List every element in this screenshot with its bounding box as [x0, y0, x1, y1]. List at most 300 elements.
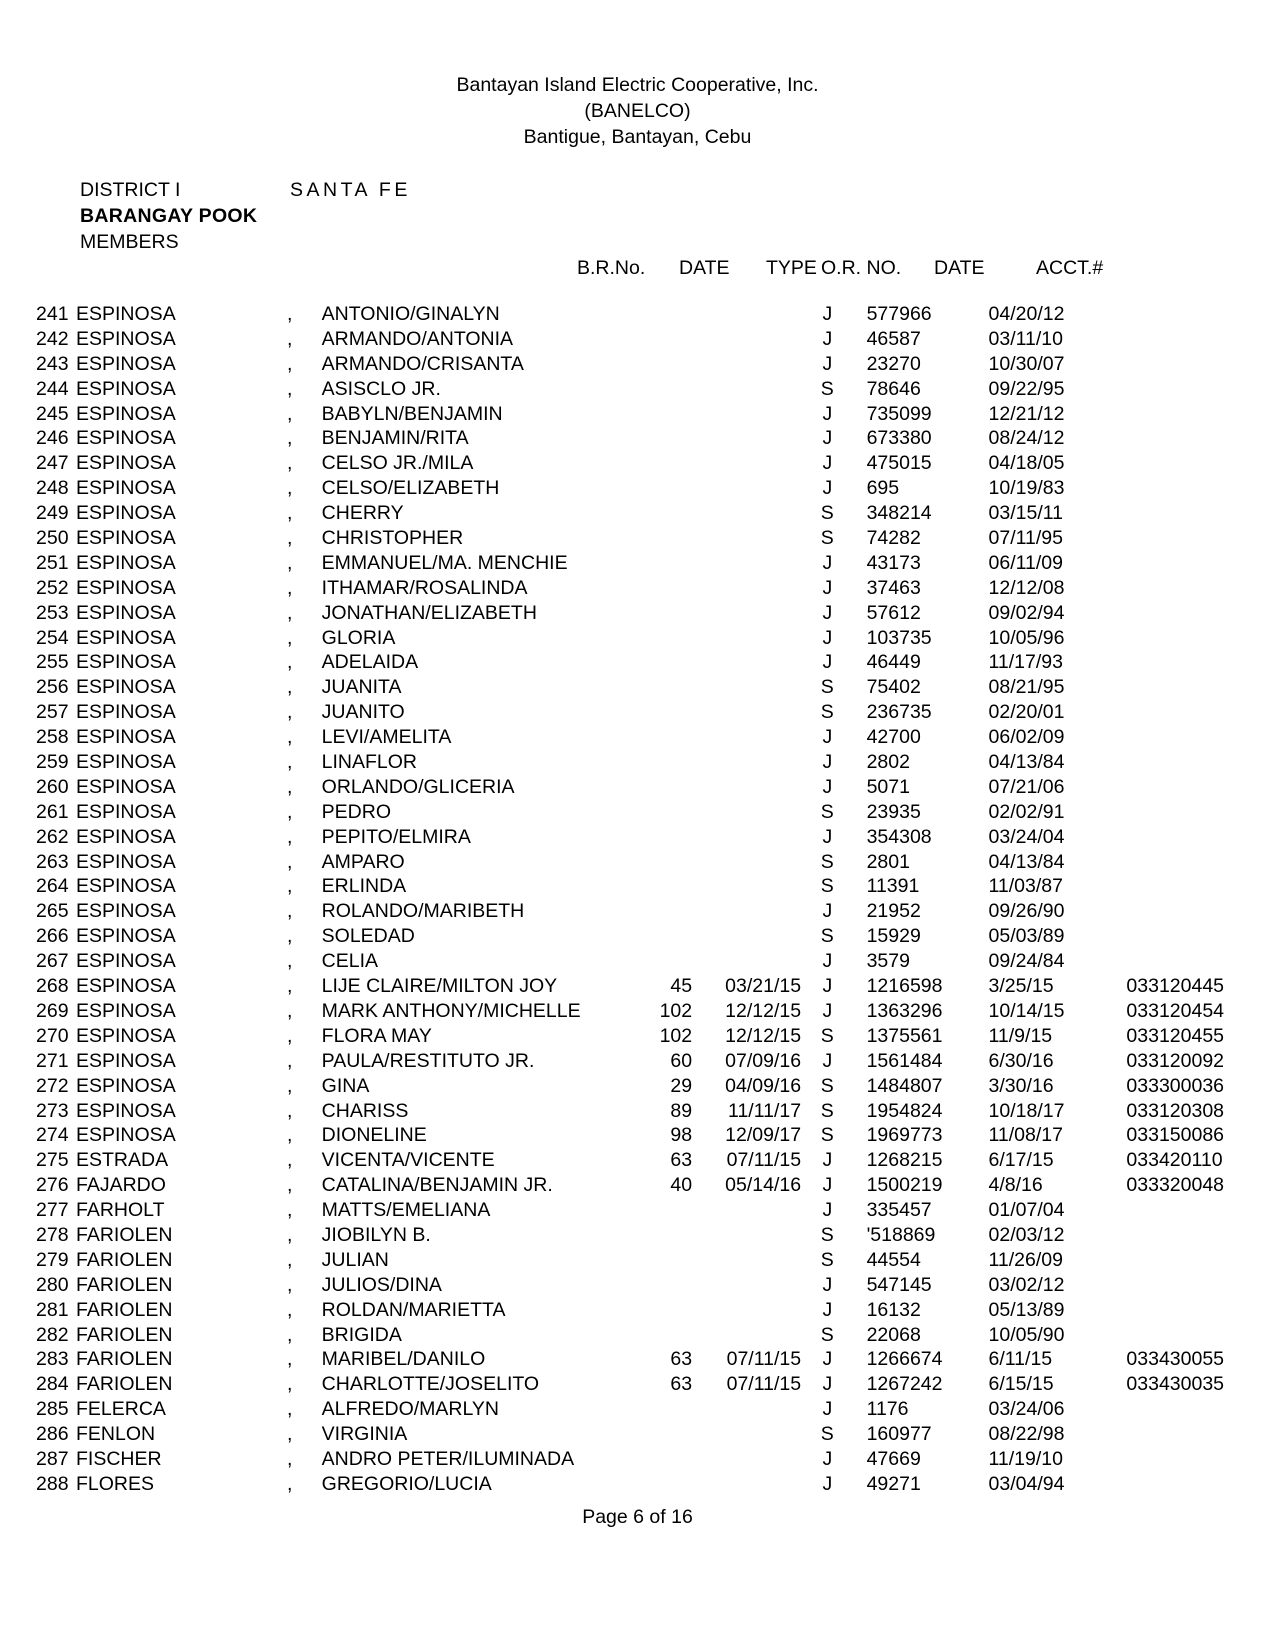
row-index: 268 [36, 975, 69, 998]
row-given-name: VIRGINIA [321, 1423, 408, 1446]
table-row [36, 452, 1275, 477]
row-comma: , [286, 1199, 293, 1222]
row-index: 259 [36, 751, 69, 774]
row-or-no: 5071 [866, 775, 910, 798]
row-comma: , [286, 1174, 293, 1197]
row-surname: ESPINOSA [76, 377, 176, 400]
row-surname: ESPINOSA [76, 1024, 176, 1047]
row-type: J [822, 1398, 833, 1421]
row-given-name: VICENTA/VICENTE [321, 1149, 495, 1172]
row-index: 249 [36, 502, 69, 525]
table-row [36, 701, 1275, 726]
row-or-date: 02/02/91 [988, 800, 1065, 823]
row-br-date: 07/11/15 [726, 1149, 802, 1172]
row-or-no: 11391 [866, 875, 920, 898]
table-row [36, 1348, 1275, 1373]
row-comma: , [286, 1223, 293, 1246]
row-or-date: 04/13/84 [988, 751, 1065, 774]
row-index: 244 [36, 377, 69, 400]
row-or-no: 1216598 [866, 975, 943, 998]
row-or-no: 42700 [866, 726, 921, 749]
row-acct-no: 033120445 [1126, 975, 1225, 998]
row-or-no: 1561484 [866, 1049, 943, 1072]
table-row [36, 950, 1275, 975]
row-br-date: 04/09/16 [725, 1074, 802, 1097]
row-or-date: 09/24/84 [988, 950, 1065, 973]
table-row [36, 353, 1275, 378]
row-surname: FARIOLEN [76, 1373, 173, 1396]
row-index: 279 [36, 1248, 69, 1271]
row-surname: FARIOLEN [76, 1223, 173, 1246]
row-or-no: 44554 [866, 1248, 921, 1271]
row-or-no: 1954824 [866, 1099, 943, 1122]
row-or-no: 547145 [866, 1273, 932, 1296]
table-row [36, 627, 1275, 652]
row-or-date: 09/26/90 [988, 900, 1065, 923]
row-type: J [822, 1348, 833, 1371]
row-or-date: 10/30/07 [988, 352, 1065, 375]
table-row [36, 751, 1275, 776]
row-or-date: 06/11/09 [988, 551, 1063, 574]
row-type: J [822, 1273, 833, 1296]
row-or-date: 03/11/10 [988, 327, 1063, 350]
table-row [36, 900, 1275, 925]
row-type: J [822, 1472, 833, 1495]
header-acct: ACCT.# [1036, 257, 1104, 279]
row-given-name: PAULA/RESTITUTO JR. [321, 1049, 535, 1072]
table-row [36, 1199, 1275, 1224]
row-or-date: 03/24/06 [988, 1398, 1065, 1421]
row-comma: , [286, 999, 293, 1022]
row-surname: ESPINOSA [76, 1099, 176, 1122]
row-surname: ESPINOSA [76, 825, 176, 848]
row-acct-no: 033430035 [1126, 1373, 1225, 1396]
row-type: S [820, 502, 834, 525]
row-type: J [822, 1149, 833, 1172]
row-index: 287 [36, 1447, 69, 1470]
row-or-date: 10/14/15 [988, 999, 1065, 1022]
row-surname: ESPINOSA [76, 452, 176, 475]
row-or-no: 78646 [866, 377, 921, 400]
row-index: 247 [36, 452, 69, 475]
row-surname: ESPINOSA [76, 502, 176, 525]
table-row [36, 1050, 1275, 1075]
row-or-date: 11/19/10 [988, 1447, 1063, 1470]
row-surname: ESPINOSA [76, 925, 176, 948]
row-surname: ESPINOSA [76, 1074, 176, 1097]
row-comma: , [286, 800, 293, 823]
table-row [36, 552, 1275, 577]
row-type: S [820, 1323, 834, 1346]
row-br-date: 07/11/15 [726, 1348, 802, 1371]
row-given-name: BABYLN/BENJAMIN [321, 402, 503, 425]
table-row [36, 1324, 1275, 1349]
row-surname: ESPINOSA [76, 999, 176, 1022]
row-given-name: CATALINA/BENJAMIN JR. [321, 1174, 553, 1197]
row-acct-no: 033120455 [1126, 1024, 1225, 1047]
table-row [36, 851, 1275, 876]
row-index: 277 [36, 1199, 69, 1222]
row-given-name: LEVI/AMELITA [321, 726, 452, 749]
row-index: 270 [36, 1024, 69, 1047]
row-comma: , [286, 775, 293, 798]
row-type: S [820, 875, 834, 898]
cooperative-name: Bantayan Island Electric Cooperative, Inc. [456, 74, 819, 96]
row-type: J [822, 327, 833, 350]
row-comma: , [286, 975, 293, 998]
row-or-date: 03/02/12 [988, 1273, 1065, 1296]
row-comma: , [286, 925, 293, 948]
row-surname: ESPINOSA [76, 651, 176, 674]
report-meta [0, 177, 1275, 255]
row-given-name: JUANITA [321, 676, 402, 699]
row-br-no: 45 [670, 975, 693, 998]
row-surname: ESPINOSA [76, 676, 176, 699]
row-comma: , [286, 352, 293, 375]
row-comma: , [286, 726, 293, 749]
row-comma: , [286, 1423, 293, 1446]
row-type: S [820, 676, 834, 699]
row-or-date: 12/21/12 [988, 402, 1065, 425]
row-or-date: 08/24/12 [988, 427, 1065, 450]
row-comma: , [286, 1273, 293, 1296]
row-comma: , [286, 452, 293, 475]
row-or-date: 04/13/84 [988, 850, 1065, 873]
row-br-date: 07/11/15 [726, 1373, 802, 1396]
row-type: S [820, 1074, 834, 1097]
table-row [36, 676, 1275, 701]
row-or-no: 46449 [866, 651, 921, 674]
row-type: S [820, 1423, 834, 1446]
row-br-date: 03/21/15 [725, 975, 802, 998]
row-type: J [822, 1373, 833, 1396]
row-surname: ESPINOSA [76, 327, 176, 350]
row-index: 281 [36, 1298, 69, 1321]
row-index: 254 [36, 626, 69, 649]
row-br-date: 07/09/16 [725, 1049, 802, 1072]
row-or-date: 11/9/15 [988, 1024, 1053, 1047]
row-br-no: 98 [670, 1124, 693, 1147]
row-comma: , [286, 576, 293, 599]
row-comma: , [286, 601, 293, 624]
row-or-date: 06/02/09 [988, 726, 1065, 749]
row-type: S [820, 1024, 834, 1047]
row-index: 265 [36, 900, 69, 923]
row-index: 246 [36, 427, 69, 450]
row-comma: , [286, 1398, 293, 1421]
header-orno: O.R. NO. [821, 257, 902, 279]
row-index: 255 [36, 651, 69, 674]
row-type: S [820, 1099, 834, 1122]
row-comma: , [286, 701, 293, 724]
row-given-name: CELSO/ELIZABETH [321, 477, 500, 500]
row-surname: ESPINOSA [76, 950, 176, 973]
table-row [36, 328, 1275, 353]
row-comma: , [286, 1099, 293, 1122]
members-table [0, 303, 1275, 1498]
row-type: J [822, 751, 833, 774]
row-type: J [822, 452, 833, 475]
table-row [36, 1149, 1275, 1174]
row-index: 263 [36, 850, 69, 873]
row-or-no: 16132 [866, 1298, 921, 1321]
row-br-no: 63 [670, 1149, 693, 1172]
row-index: 286 [36, 1423, 69, 1446]
row-or-no: 673380 [866, 427, 932, 450]
row-comma: , [286, 1074, 293, 1097]
row-or-date: 10/18/17 [988, 1099, 1065, 1122]
row-index: 278 [36, 1223, 69, 1246]
row-or-date: 10/05/90 [988, 1323, 1065, 1346]
row-index: 273 [36, 1099, 69, 1122]
row-or-date: 04/18/05 [988, 452, 1065, 475]
row-given-name: ARMANDO/CRISANTA [321, 352, 524, 375]
table-row [36, 1473, 1275, 1498]
table-row [36, 1224, 1275, 1249]
row-index: 272 [36, 1074, 69, 1097]
row-comma: , [286, 1149, 293, 1172]
row-type: J [822, 975, 833, 998]
row-br-no: 102 [659, 1024, 693, 1047]
municipality-label: SANTA FE [290, 179, 411, 201]
row-surname: ESPINOSA [76, 775, 176, 798]
row-index: 248 [36, 477, 69, 500]
row-or-date: 03/04/94 [988, 1472, 1065, 1495]
row-br-no: 29 [670, 1074, 693, 1097]
row-index: 250 [36, 527, 69, 550]
row-or-date: 10/19/83 [988, 477, 1065, 500]
row-or-date: 09/22/95 [988, 377, 1065, 400]
row-type: J [822, 477, 833, 500]
row-given-name: GINA [321, 1074, 370, 1097]
row-br-no: 40 [670, 1174, 693, 1197]
row-index: 257 [36, 701, 69, 724]
row-or-date: 02/03/12 [988, 1223, 1065, 1246]
row-index: 284 [36, 1373, 69, 1396]
row-given-name: BENJAMIN/RITA [321, 427, 469, 450]
row-index: 274 [36, 1124, 69, 1147]
row-or-no: '518869 [866, 1223, 936, 1246]
row-br-no: 63 [670, 1373, 693, 1396]
cooperative-address: Bantigue, Bantayan, Cebu [523, 126, 752, 148]
table-row [36, 1025, 1275, 1050]
row-or-no: 74282 [866, 527, 921, 550]
table-row [36, 1373, 1275, 1398]
row-index: 285 [36, 1398, 69, 1421]
row-surname: ESPINOSA [76, 551, 176, 574]
row-or-no: 348214 [866, 502, 932, 525]
row-type: S [820, 1124, 834, 1147]
row-comma: , [286, 676, 293, 699]
row-given-name: ARMANDO/ANTONIA [321, 327, 514, 350]
row-given-name: CHARLOTTE/JOSELITO [321, 1373, 540, 1396]
row-acct-no: 033120308 [1126, 1099, 1225, 1122]
barangay-label: BARANGAY POOK [80, 205, 258, 227]
table-row [36, 1000, 1275, 1025]
row-or-no: 1268215 [866, 1149, 943, 1172]
row-comma: , [286, 527, 293, 550]
row-given-name: ERLINDA [321, 875, 407, 898]
row-or-no: 1176 [866, 1398, 909, 1421]
row-surname: FENLON [76, 1423, 156, 1446]
table-row [36, 427, 1275, 452]
row-or-date: 6/17/15 [988, 1149, 1054, 1172]
table-row [36, 1075, 1275, 1100]
row-or-date: 07/21/06 [988, 775, 1065, 798]
row-or-no: 15929 [866, 925, 921, 948]
row-index: 258 [36, 726, 69, 749]
row-type: J [822, 775, 833, 798]
row-comma: , [286, 950, 293, 973]
row-comma: , [286, 651, 293, 674]
row-given-name: JONATHAN/ELIZABETH [321, 601, 537, 624]
row-index: 275 [36, 1149, 69, 1172]
row-type: S [820, 800, 834, 823]
row-given-name: CELSO JR./MILA [321, 452, 474, 475]
table-row [36, 1299, 1275, 1324]
row-given-name: CHRISTOPHER [321, 527, 464, 550]
row-or-no: 21952 [866, 900, 921, 923]
row-index: 252 [36, 576, 69, 599]
row-given-name: GREGORIO/LUCIA [321, 1472, 492, 1495]
row-or-date: 11/08/17 [988, 1124, 1063, 1147]
row-or-date: 3/25/15 [988, 975, 1054, 998]
table-row [36, 477, 1275, 502]
row-given-name: ITHAMAR/ROSALINDA [321, 576, 528, 599]
row-surname: FARIOLEN [76, 1298, 173, 1321]
row-or-date: 02/20/01 [988, 701, 1065, 724]
row-type: J [822, 1199, 833, 1222]
row-index: 245 [36, 402, 69, 425]
row-surname: ESPINOSA [76, 975, 176, 998]
row-or-date: 6/30/16 [988, 1049, 1054, 1072]
row-given-name: JUANITO [321, 701, 405, 724]
table-row [36, 527, 1275, 552]
row-or-date: 05/03/89 [988, 925, 1065, 948]
row-acct-no: 033300036 [1126, 1074, 1225, 1097]
row-type: J [822, 551, 833, 574]
row-surname: ESPINOSA [76, 427, 176, 450]
row-or-date: 04/20/12 [988, 303, 1065, 325]
row-index: 260 [36, 775, 69, 798]
table-column-headers [0, 255, 1275, 281]
row-or-date: 07/11/95 [988, 527, 1063, 550]
row-acct-no: 033420110 [1126, 1149, 1223, 1172]
table-row [36, 1174, 1275, 1199]
row-or-no: 475015 [866, 452, 932, 475]
row-given-name: GLORIA [321, 626, 396, 649]
row-surname: ESPINOSA [76, 701, 176, 724]
row-comma: , [286, 1298, 293, 1321]
table-row [36, 1100, 1275, 1125]
row-or-no: 236735 [866, 701, 932, 724]
row-given-name: EMMANUEL/MA. MENCHIE [321, 551, 568, 574]
row-comma: , [286, 1447, 293, 1470]
row-or-no: 1500219 [866, 1174, 943, 1197]
row-given-name: MARIBEL/DANILO [321, 1348, 486, 1371]
row-surname: ESPINOSA [76, 527, 176, 550]
row-or-no: 2801 [866, 850, 910, 873]
table-row [36, 801, 1275, 826]
row-index: 283 [36, 1348, 69, 1371]
row-given-name: JIOBILYN B. [321, 1223, 431, 1246]
row-surname: FARIOLEN [76, 1323, 173, 1346]
row-surname: ESPINOSA [76, 352, 176, 375]
row-given-name: ROLDAN/MARIETTA [321, 1298, 506, 1321]
row-given-name: PEPITO/ELMIRA [321, 825, 471, 848]
row-type: J [822, 576, 833, 599]
row-or-date: 4/8/16 [988, 1174, 1043, 1197]
row-type: J [822, 1298, 833, 1321]
row-given-name: CHARISS [321, 1099, 409, 1122]
row-comma: , [286, 1049, 293, 1072]
row-type: J [822, 303, 833, 325]
row-comma: , [286, 850, 293, 873]
row-or-no: 1267242 [866, 1373, 943, 1396]
members-row [80, 229, 1275, 255]
table-row [36, 602, 1275, 627]
row-or-no: 3579 [866, 950, 910, 973]
row-surname: FARHOLT [76, 1199, 165, 1222]
row-given-name: LIJE CLAIRE/MILTON JOY [321, 975, 558, 998]
row-surname: ESPINOSA [76, 402, 176, 425]
row-given-name: PEDRO [321, 800, 392, 823]
row-index: 271 [36, 1049, 69, 1072]
row-acct-no: 033150086 [1126, 1124, 1225, 1147]
header-brno: B.R.No. [577, 257, 646, 279]
members-label: MEMBERS [80, 231, 179, 253]
row-given-name: MATTS/EMELIANA [321, 1199, 491, 1222]
row-surname: FARIOLEN [76, 1348, 173, 1371]
row-surname: ESPINOSA [76, 726, 176, 749]
header-brdate: DATE [679, 257, 730, 279]
row-type: J [822, 651, 833, 674]
row-br-date: 12/12/15 [725, 999, 802, 1022]
table-row [36, 502, 1275, 527]
table-row [36, 378, 1275, 403]
row-given-name: ANDRO PETER/ILUMINADA [321, 1447, 575, 1470]
row-given-name: DIONELINE [321, 1124, 427, 1147]
row-or-no: 49271 [866, 1472, 921, 1495]
row-given-name: ADELAIDA [321, 651, 419, 674]
row-index: 241 [36, 303, 69, 325]
table-row [36, 577, 1275, 602]
row-index: 288 [36, 1472, 69, 1495]
row-given-name: ALFREDO/MARLYN [321, 1398, 499, 1421]
row-or-no: 735099 [866, 402, 932, 425]
row-type: S [820, 850, 834, 873]
row-or-date: 05/13/89 [988, 1298, 1065, 1321]
row-surname: ESPINOSA [76, 1049, 176, 1072]
row-or-date: 11/03/87 [988, 875, 1063, 898]
row-surname: ESPINOSA [76, 477, 176, 500]
row-surname: ESPINOSA [76, 900, 176, 923]
row-given-name: BRIGIDA [321, 1323, 402, 1346]
row-or-date: 11/26/09 [988, 1248, 1063, 1271]
row-comma: , [286, 1323, 293, 1346]
row-or-date: 6/15/15 [988, 1373, 1054, 1396]
barangay-row [80, 203, 1275, 229]
row-given-name: JULIOS/DINA [321, 1273, 442, 1296]
letterhead [0, 0, 1275, 150]
row-comma: , [286, 477, 293, 500]
row-index: 256 [36, 676, 69, 699]
row-surname: ESPINOSA [76, 576, 176, 599]
table-row [36, 1448, 1275, 1473]
row-or-no: 23270 [866, 352, 921, 375]
row-type: J [822, 402, 833, 425]
row-or-date: 01/07/04 [988, 1199, 1065, 1222]
